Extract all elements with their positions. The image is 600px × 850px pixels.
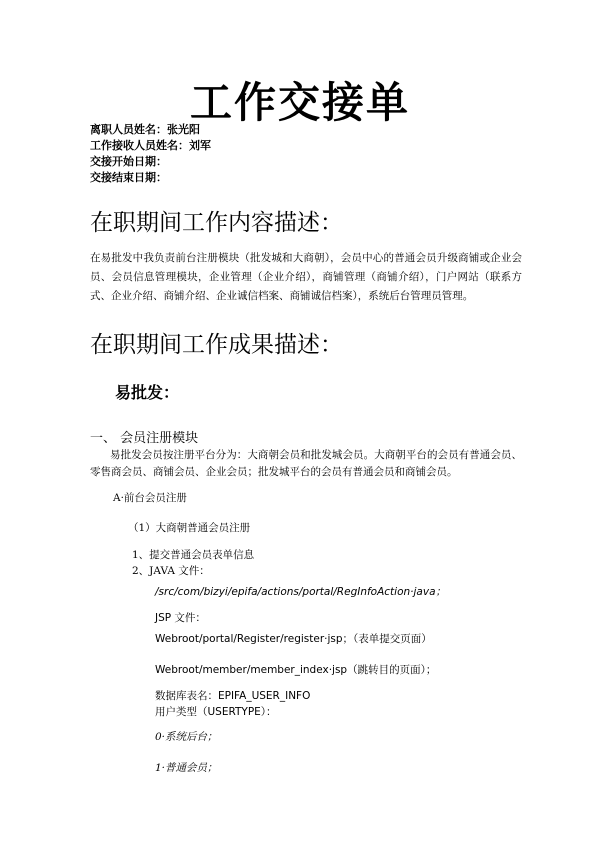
- step-submit-form: 1、提交普通会员表单信息: [132, 549, 255, 561]
- yipifa-subheading: 易批发：: [115, 383, 180, 402]
- jsp-file-label: JSP 文件：: [155, 612, 206, 624]
- jsp-file-path-member-index: Webroot/member/member_index·jsp（跳转目的页面）；: [155, 664, 437, 676]
- database-table-name: 数据库表名：EPIFA_USER_INFO: [155, 690, 311, 702]
- dashangchao-registration-heading: （1）大商朝普通会员注册: [128, 522, 251, 534]
- jsp-file-path-register: Webroot/portal/Register/register·jsp；（表单提交页面）: [155, 633, 432, 645]
- java-file-path: /src/com/bizyi/epifa/actions/portal/RegInfoAction·java；: [155, 586, 447, 598]
- member-registration-text: 易批发会员按注册平台分为：大商朝会员和批发城会员。大商朝平台的会员有普通会员、零售商会员、商铺会员、企业会员；批发城平台的会员有普通会员和商铺会员。: [90, 449, 522, 478]
- user-type-0: 0·系统后台；: [155, 731, 218, 743]
- user-type-label: 用户类型（USERTYPE）：: [155, 706, 277, 718]
- work-description-heading: 在职期间工作内容描述：: [90, 210, 343, 236]
- work-results-heading: 在职期间工作成果描述：: [90, 332, 343, 358]
- receiving-employee-name: 工作接收人员姓名：刘军: [90, 139, 211, 152]
- handover-end-date: 交接结束日期：: [90, 171, 167, 184]
- document-title: 工作交接单: [189, 78, 410, 127]
- handover-start-date: 交接开始日期：: [90, 155, 167, 168]
- frontend-registration-heading: A·前台会员注册: [113, 492, 187, 504]
- resigning-employee-name: 离职人员姓名：张光阳: [90, 123, 200, 136]
- member-registration-heading: 一、 会员注册模块: [90, 431, 199, 446]
- step-java-file: 2、JAVA 文件：: [132, 565, 210, 577]
- work-description-text: 在易批发中我负责前台注册模块（批发城和大商朝），会员中心的普通会员升级商铺或企业会员、会员信息管理模块，企业管理（企业介绍），商铺管理（商铺介绍），门户网站（联系方式、企业介绍、商铺介绍、企业诚信档案、商铺诚信档案），系统后台管理员管理。: [90, 252, 522, 302]
- user-type-1: 1·普通会员；: [155, 762, 218, 774]
